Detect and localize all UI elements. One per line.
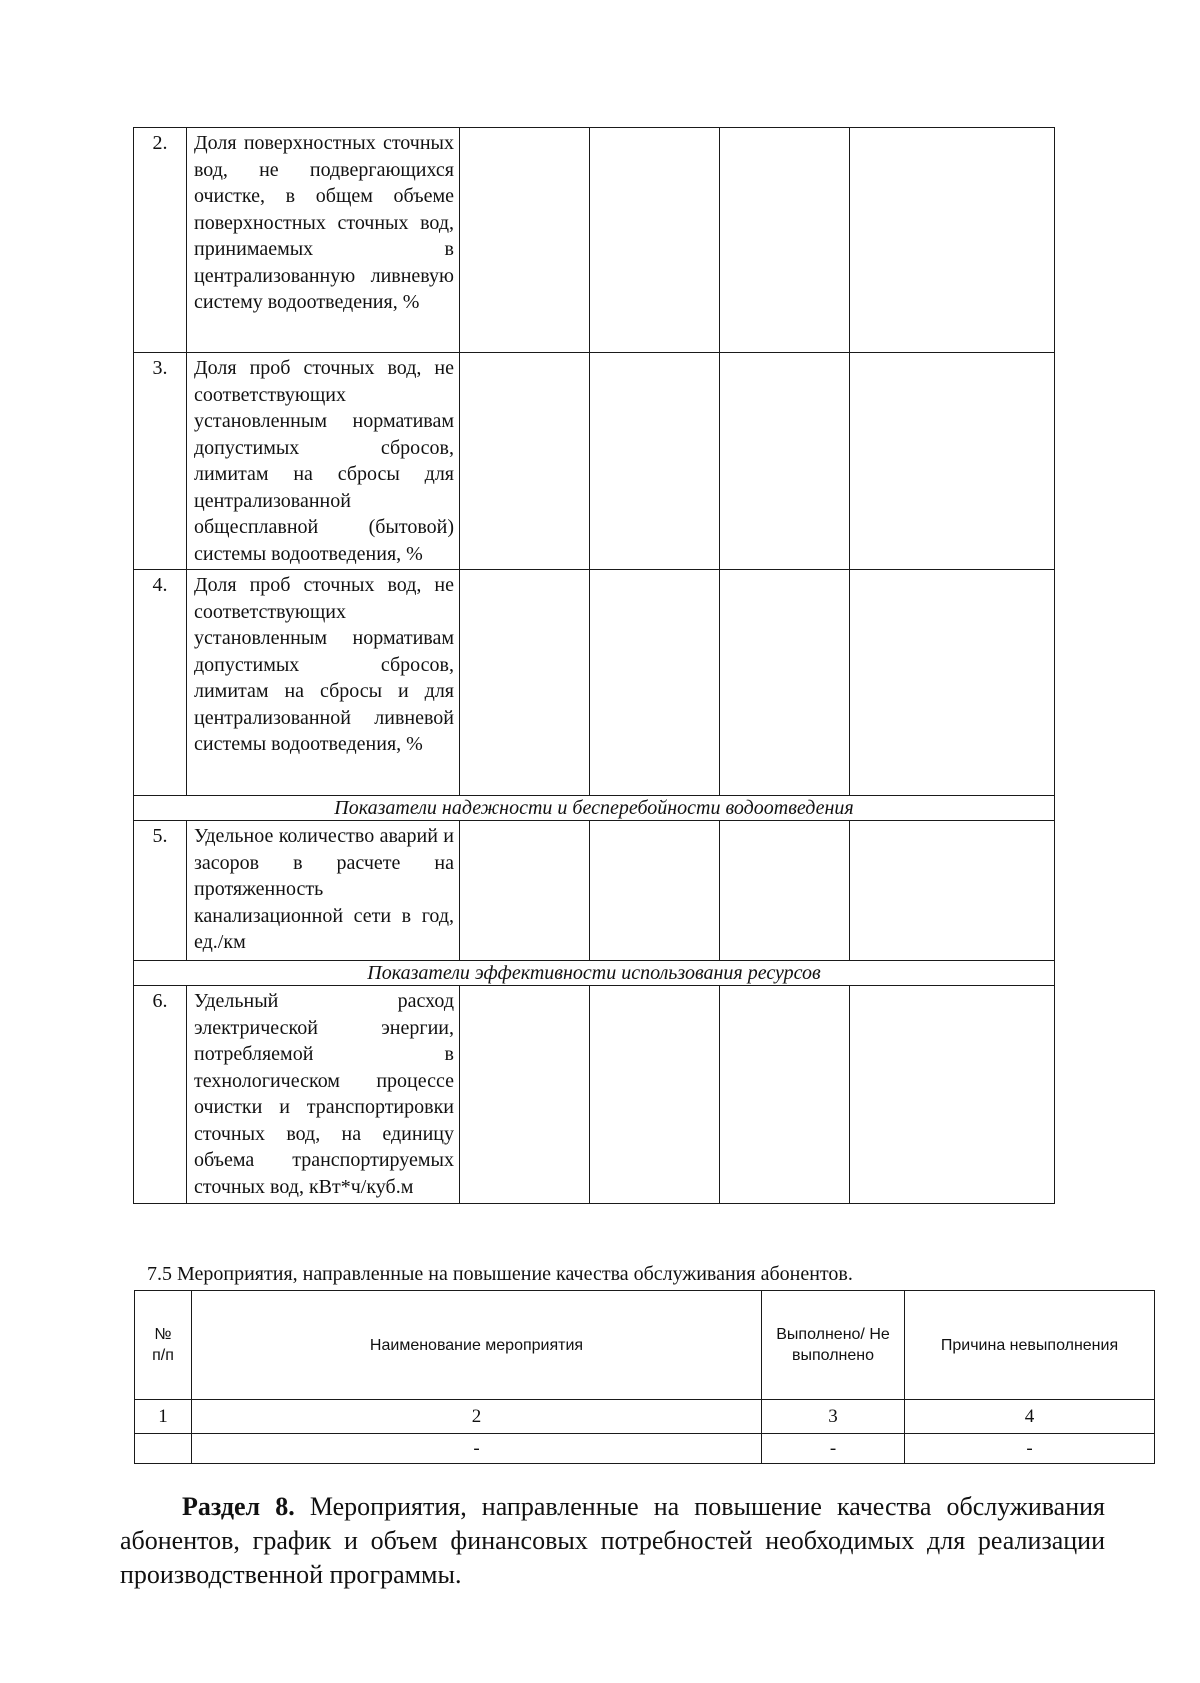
value-cell [850,128,1055,353]
row-number: 3. [134,353,187,570]
col-number: 4 [905,1400,1155,1434]
header-done: Выполнено/ Не выполнено [762,1291,905,1400]
value-cell [720,821,850,961]
indicator-description: Доля поверхностных сточных вод, не подвергающихся очистке, в общем объеме поверхностных сточных вод, принимаемых в централизованную ливневую систему водоотведения, % [187,128,460,353]
data-cell [135,1434,192,1464]
data-cell: - [905,1434,1155,1464]
section-8-text: Мероприятия, направленные на повышение качества обслуживания абонентов, график и объем финансовых потребностей необходимых для реализации производственной программы. [120,1492,1106,1589]
table-row [134,821,1055,961]
value-cell [720,353,850,570]
value-cell [460,821,590,961]
section-header-row [134,961,1055,986]
row-number: 6. [134,986,187,1204]
table-row [134,353,1055,570]
indicators-table [133,127,1055,1204]
data-cell: - [192,1434,762,1464]
indicator-description: Доля проб сточных вод, не соответствующих установленным нормативам допустимых сбросов, лимитам на сбросы для централизованной общесплавной (бытовой) системы водоотведения, % [187,353,460,570]
value-cell [720,570,850,796]
indicator-description: Удельный расход электрической энергии, потребляемой в технологическом процессе очистки и транспортировки сточных вод, на единицу объема транспортируемых сточных вод, кВт*ч/куб.м [187,986,460,1204]
section-8-label: Раздел 8. [182,1492,295,1521]
column-numbers-row [135,1400,1155,1434]
value-cell [850,353,1055,570]
value-cell [590,821,720,961]
indicator-description: Доля проб сточных вод, не соответствующих установленным нормативам допустимых сбросов, лимитам на сбросы и для централизованной ливневой системы водоотведения, % [187,570,460,796]
value-cell [590,128,720,353]
table-row [134,128,1055,353]
row-number: 2. [134,128,187,353]
value-cell [590,353,720,570]
section-header-efficiency: Показатели эффективности использования ресурсов [134,961,1055,986]
col-number: 3 [762,1400,905,1434]
section-8-paragraph [120,1490,1105,1592]
value-cell [460,986,590,1204]
table-row [134,570,1055,796]
value-cell [460,570,590,796]
section-header-row [134,796,1055,821]
table-row [135,1434,1155,1464]
row-number: 4. [134,570,187,796]
col-number: 2 [192,1400,762,1434]
table-row [134,986,1055,1204]
value-cell [720,986,850,1204]
header-num: № п/п [135,1291,192,1400]
value-cell [850,986,1055,1204]
measures-table [134,1290,1155,1464]
indicator-description: Удельное количество аварий и засоров в расчете на протяженность канализационной сети в год, ед./км [187,821,460,961]
header-name: Наименование мероприятия [192,1291,762,1400]
data-cell: - [762,1434,905,1464]
subsection-title: 7.5 Мероприятия, направленные на повышение качества обслуживания абонентов. [147,1263,853,1285]
section-header-reliability: Показатели надежности и бесперебойности водоотведения [134,796,1055,821]
col-number: 1 [135,1400,192,1434]
row-number: 5. [134,821,187,961]
header-reason: Причина невыполнения [905,1291,1155,1400]
header-row [135,1291,1155,1400]
value-cell [850,821,1055,961]
value-cell [460,353,590,570]
value-cell [850,570,1055,796]
value-cell [590,570,720,796]
value-cell [460,128,590,353]
value-cell [720,128,850,353]
value-cell [590,986,720,1204]
